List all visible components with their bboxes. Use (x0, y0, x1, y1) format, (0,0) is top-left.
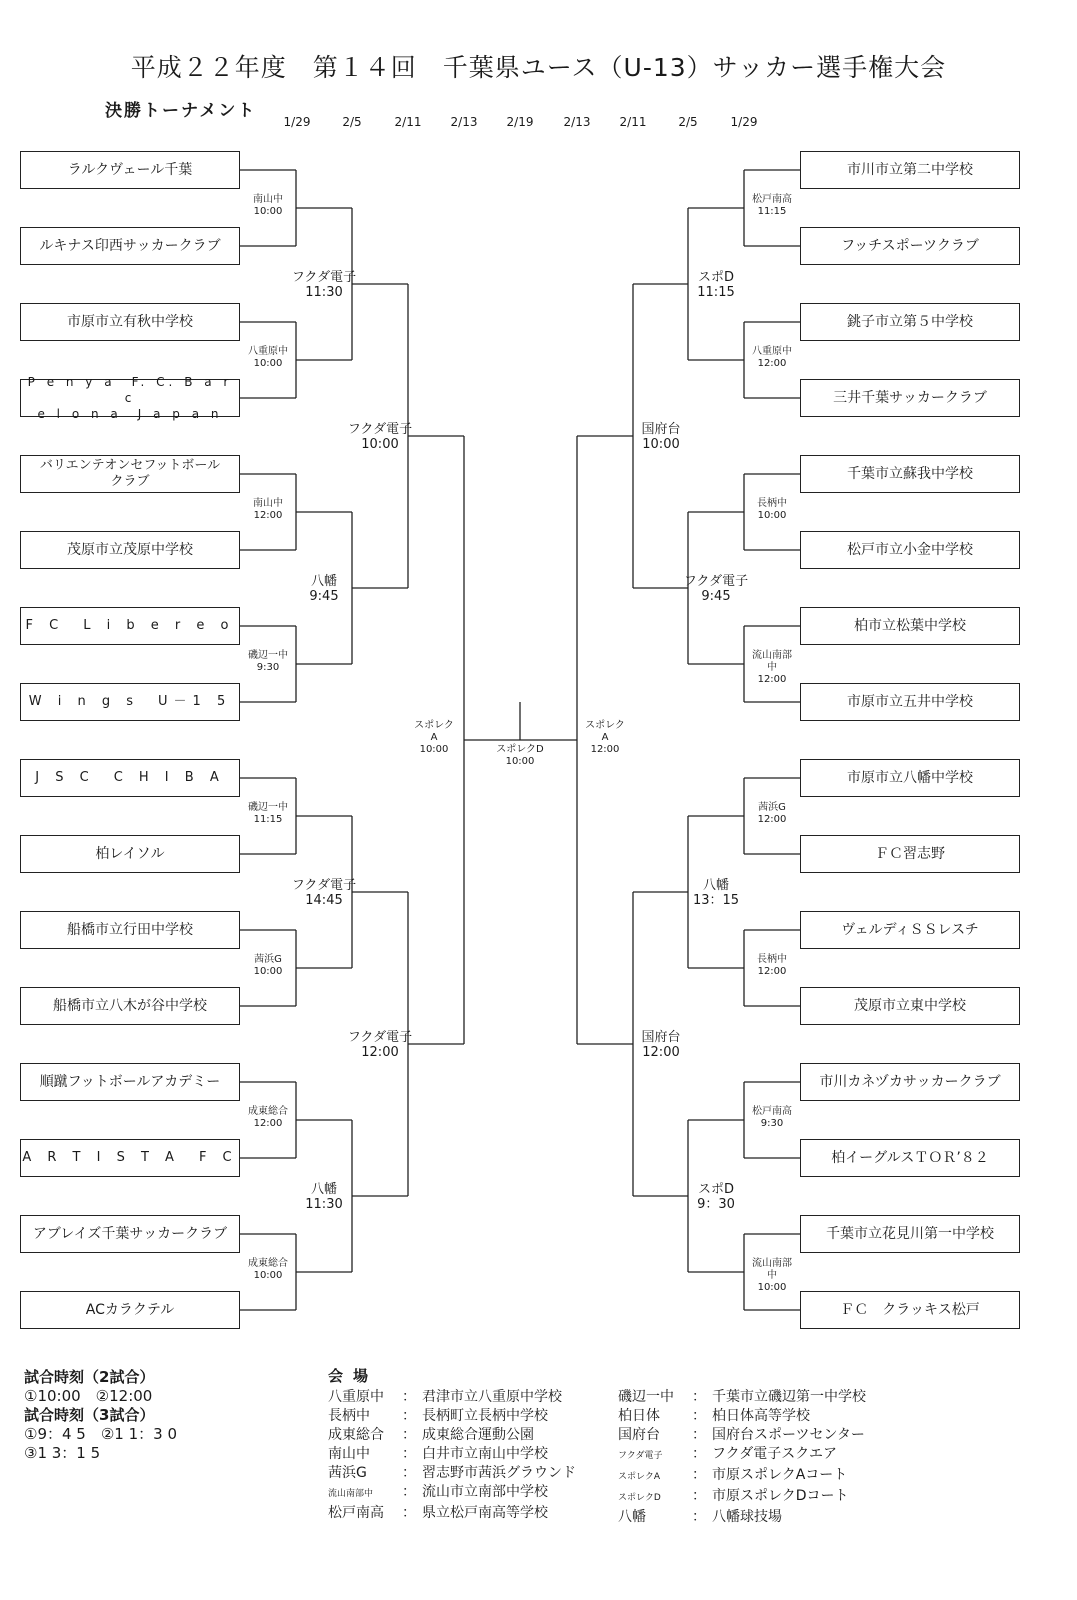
venue-full-name: 柏日体高等学校 (712, 1408, 810, 1424)
match-venue-label (623, 422, 699, 452)
venue-legend-row (618, 1445, 866, 1466)
match-time: 12:00 (590, 744, 620, 755)
match-venue: 八幡 (702, 878, 729, 893)
match-venue: 南山中 (253, 498, 283, 509)
match-time: 10:00 (253, 358, 283, 369)
match-venue-label (230, 650, 306, 674)
legend-colon: ： (692, 1488, 706, 1504)
match-time: 10:00 (361, 437, 399, 452)
match-venue-label (623, 1030, 699, 1060)
match-time: 9:30 (760, 1118, 784, 1129)
left-team-13: 順蹴フットボールアカデミー (20, 1063, 240, 1101)
right-team-8: 市原市立五井中学校 (800, 683, 1020, 721)
round-date: 1/29 (730, 115, 758, 129)
notes-heading-3-matches: 試合時刻（3試合） (24, 1406, 155, 1424)
match-time-notes (24, 1368, 177, 1463)
match-venue-label (286, 1182, 362, 1212)
match-venue-label (230, 346, 306, 370)
left-team-3: 市原市立有秋中学校 (20, 303, 240, 341)
legend-colon: ： (402, 1408, 416, 1424)
match-venue: 国府台 (641, 422, 681, 437)
venue-full-name: 県立松戸南高等学校 (422, 1505, 548, 1521)
match-venue-label (678, 574, 754, 604)
venue-legend-row (618, 1426, 866, 1445)
match-time: 12:00 (253, 510, 283, 521)
left-team-14: A R T I S T A F C (20, 1139, 240, 1177)
match-time: 10:00 (757, 1282, 787, 1293)
venue-full-name: 流山市立南部中学校 (422, 1484, 548, 1500)
notes-times-3-matches-2: ③1 3：1 5 (24, 1444, 101, 1462)
match-venue: 成東総合 (248, 1106, 288, 1117)
match-time: 11:30 (305, 1197, 343, 1212)
venue-legend-row (328, 1388, 576, 1407)
left-team-7: F C L i b e r e o (20, 607, 240, 645)
match-venue: フクダ電子 (347, 1030, 413, 1045)
match-venue: スポレク (414, 720, 454, 731)
venue-abbr: 南山中 (328, 1446, 370, 1462)
match-time: 12:00 (361, 1045, 399, 1060)
left-team-12: 船橋市立八木が谷中学校 (20, 987, 240, 1025)
match-venue-label (396, 720, 472, 756)
match-venue-label (678, 1182, 754, 1212)
venue-legend-row (618, 1388, 866, 1407)
match-venue: フクダ電子 (291, 878, 357, 893)
match-venue-label (230, 1258, 306, 1282)
match-time: 10:00 (505, 756, 535, 767)
match-venue: スポD (697, 270, 734, 285)
match-time: 10:00 (757, 510, 787, 521)
match-time: 10:00 (253, 206, 283, 217)
venue-abbr: 八幡 (618, 1509, 646, 1525)
legend-colon: ： (692, 1446, 706, 1462)
venue-abbr: 茜浜G (328, 1465, 367, 1481)
venue-legend-row (328, 1483, 576, 1504)
right-team-12: 茂原市立東中学校 (800, 987, 1020, 1025)
match-venue-label (230, 194, 306, 218)
legend-colon: ： (402, 1389, 416, 1405)
match-venue: 八幡 (310, 574, 337, 589)
venue-legend-title: 会場 (328, 1367, 379, 1385)
venue-full-name: 習志野市茜浜グラウンド (422, 1465, 576, 1481)
right-team-4: 三井千葉サッカークラブ (800, 379, 1020, 417)
match-venue: 八重原中 (752, 346, 792, 357)
left-team-1: ラルクヴェール千葉 (20, 151, 240, 189)
right-team-7: 柏市立松葉中学校 (800, 607, 1020, 645)
left-team-8: W i n g s U－1 5 (20, 683, 240, 721)
right-team-5: 千葉市立蘇我中学校 (800, 455, 1020, 493)
match-time: 12:00 (757, 966, 787, 977)
match-venue: フクダ電子 (347, 422, 413, 437)
round-date: 2/19 (506, 115, 534, 129)
match-time: 10:00 (253, 1270, 283, 1281)
legend-colon: ： (692, 1509, 706, 1525)
match-venue: 松戸南高 (752, 194, 792, 205)
venue-full-name: 成東総合運動公園 (422, 1427, 534, 1443)
match-venue: 茜浜G (758, 802, 786, 813)
legend-colon: ： (402, 1505, 416, 1521)
match-venue-label (734, 802, 810, 826)
left-team-16: ACカラクテル (20, 1291, 240, 1329)
venue-full-name: 君津市立八重原中学校 (422, 1389, 562, 1405)
match-venue-label (482, 744, 558, 768)
venue-legend-left (328, 1388, 576, 1523)
round-date: 2/13 (450, 115, 478, 129)
match-venue: 八幡 (310, 1182, 337, 1197)
notes-heading-2-matches: 試合時刻（2試合） (24, 1368, 155, 1386)
venue-legend-row (328, 1407, 576, 1426)
left-team-6: 茂原市立茂原中学校 (20, 531, 240, 569)
venue-abbr: 八重原中 (328, 1389, 384, 1405)
match-venue: スポレク (585, 720, 625, 731)
match-venue: 八重原中 (248, 346, 288, 357)
match-time: 11:30 (305, 285, 343, 300)
round-date: 2/11 (619, 115, 647, 129)
match-venue-label (342, 1030, 418, 1060)
match-time: 13：15 (692, 893, 740, 908)
match-venue-label (230, 802, 306, 826)
venue-full-name: 市原スポレクAコート (712, 1467, 848, 1483)
match-venue-label (567, 720, 643, 756)
match-time: 11:15 (697, 285, 735, 300)
venue-legend-row (618, 1407, 866, 1426)
venue-abbr: 磯辺一中 (618, 1389, 674, 1405)
left-team-2: ルキナス印西サッカークラブ (20, 227, 240, 265)
venue-abbr: 松戸南高 (328, 1505, 384, 1521)
left-team-9: J S C C H I B A (20, 759, 240, 797)
venue-legend-row (328, 1464, 576, 1483)
page-subtitle: 決勝トーナメント (105, 101, 257, 121)
legend-colon: ： (402, 1446, 416, 1462)
venue-legend-row (618, 1487, 866, 1508)
match-venue-label (286, 574, 362, 604)
match-venue: スポレクD (496, 744, 544, 755)
match-court: A (601, 732, 609, 743)
match-venue: 長柄中 (757, 498, 787, 509)
right-team-3: 銚子市立第５中学校 (800, 303, 1020, 341)
round-date: 2/5 (678, 115, 698, 129)
match-time: 10:00 (253, 966, 283, 977)
notes-times-3-matches-1: ①9：4 5 ②1 1：3 0 (24, 1425, 178, 1443)
venue-legend-right (618, 1388, 866, 1527)
match-time: 12:00 (642, 1045, 680, 1060)
venue-legend-row (618, 1508, 866, 1527)
match-time: 10:00 (642, 437, 680, 452)
venue-full-name: 千葉市立磯辺第一中学校 (712, 1389, 866, 1405)
match-venue: 成東総合 (248, 1258, 288, 1269)
venue-abbr: 長柄中 (328, 1408, 370, 1424)
round-date: 2/5 (342, 115, 362, 129)
venue-abbr: スポレクA (618, 1472, 660, 1482)
right-team-13: 市川カネヅカサッカークラブ (800, 1063, 1020, 1101)
match-venue: 流山南部 中 (752, 650, 792, 673)
venue-full-name: 白井市立南山中学校 (422, 1446, 548, 1462)
match-venue-label (342, 422, 418, 452)
venue-legend-row (328, 1504, 576, 1523)
left-team-10: 柏レイソル (20, 835, 240, 873)
venue-legend-row (618, 1466, 866, 1487)
match-time: 9:30 (256, 662, 280, 673)
match-venue-label (734, 1106, 810, 1130)
venue-legend-row (328, 1426, 576, 1445)
match-venue-label (734, 1258, 810, 1294)
venue-abbr: フクダ電子 (618, 1451, 663, 1461)
match-time: 12:00 (757, 358, 787, 369)
legend-colon: ： (692, 1408, 706, 1424)
match-time: 9：30 (697, 1197, 735, 1212)
venue-full-name: 国府台スポーツセンター (712, 1427, 865, 1443)
match-venue-label (734, 194, 810, 218)
venue-full-name: フクダ電子スクエア (712, 1446, 838, 1462)
match-venue-label (230, 498, 306, 522)
match-venue-label (678, 878, 754, 908)
legend-colon: ： (692, 1427, 706, 1443)
match-court: A (430, 732, 438, 743)
match-venue: 国府台 (641, 1030, 681, 1045)
match-time: 12:00 (253, 1118, 283, 1129)
match-venue: 磯辺一中 (248, 802, 288, 813)
right-team-10: ＦＣ習志野 (800, 835, 1020, 873)
left-team-11: 船橋市立行田中学校 (20, 911, 240, 949)
match-venue-label (678, 270, 754, 300)
right-team-14: 柏イーグルスＴＯＲ’８２ (800, 1139, 1020, 1177)
match-venue: 流山南部 中 (752, 1258, 792, 1281)
venue-abbr: 成東総合 (328, 1427, 384, 1443)
notes-times-2-matches: ①10:00 ②12:00 (24, 1387, 153, 1405)
right-team-11: ヴェルディＳＳレスチ (800, 911, 1020, 949)
legend-colon: ： (402, 1465, 416, 1481)
round-date: 2/11 (394, 115, 422, 129)
match-venue-label (286, 270, 362, 300)
match-venue-label (230, 954, 306, 978)
match-venue: スポD (697, 1182, 734, 1197)
venue-full-name: 長柄町立長柄中学校 (422, 1408, 548, 1424)
match-venue-label (230, 1106, 306, 1130)
round-date: 2/13 (563, 115, 591, 129)
match-venue: 長柄中 (757, 954, 787, 965)
match-venue-label (734, 650, 810, 686)
match-venue: フクダ電子 (291, 270, 357, 285)
match-venue-label (734, 954, 810, 978)
match-venue: 茜浜G (254, 954, 282, 965)
match-venue-label (286, 878, 362, 908)
match-venue: 磯辺一中 (248, 650, 288, 661)
venue-abbr: 柏日体 (618, 1408, 660, 1424)
match-time: 9:45 (309, 589, 339, 604)
right-team-9: 市原市立八幡中学校 (800, 759, 1020, 797)
match-venue-label (734, 498, 810, 522)
venue-abbr: 流山南部中 (328, 1489, 374, 1499)
venue-full-name: 市原スポレクDコート (712, 1488, 849, 1504)
legend-colon: ： (692, 1389, 706, 1405)
left-team-15: アブレイズ千葉サッカークラブ (20, 1215, 240, 1253)
match-time: 11:15 (253, 814, 283, 825)
legend-colon: ： (692, 1467, 706, 1483)
match-time: 12:00 (757, 814, 787, 825)
page-title: 平成２２年度 第１４回 千葉県ユース（U-13）サッカー選手権大会 (130, 53, 947, 82)
legend-colon: ： (402, 1484, 416, 1500)
right-team-1: 市川市立第二中学校 (800, 151, 1020, 189)
venue-abbr: スポレクD (618, 1493, 661, 1503)
left-team-4: P e n y a F. C. B a r c e l o n a J a p a n (20, 379, 240, 417)
legend-colon: ： (402, 1427, 416, 1443)
match-time: 11:15 (757, 206, 787, 217)
right-team-15: 千葉市立花見川第一中学校 (800, 1215, 1020, 1253)
venue-legend-row (328, 1445, 576, 1464)
match-time: 9:45 (701, 589, 731, 604)
right-team-2: フッチスポーツクラブ (800, 227, 1020, 265)
match-venue-label (734, 346, 810, 370)
right-team-16: ＦＣ クラッキス松戸 (800, 1291, 1020, 1329)
left-team-5: バリエンテオンセフットボール クラブ (20, 455, 240, 493)
round-date: 1/29 (283, 115, 311, 129)
match-venue: 松戸南高 (752, 1106, 792, 1117)
match-venue: 南山中 (253, 194, 283, 205)
match-time: 12:00 (757, 674, 787, 685)
match-time: 14:45 (305, 893, 343, 908)
venue-full-name: 八幡球技場 (712, 1509, 782, 1525)
match-time: 10:00 (419, 744, 449, 755)
match-venue: フクダ電子 (683, 574, 749, 589)
venue-abbr: 国府台 (618, 1427, 660, 1443)
right-team-6: 松戸市立小金中学校 (800, 531, 1020, 569)
